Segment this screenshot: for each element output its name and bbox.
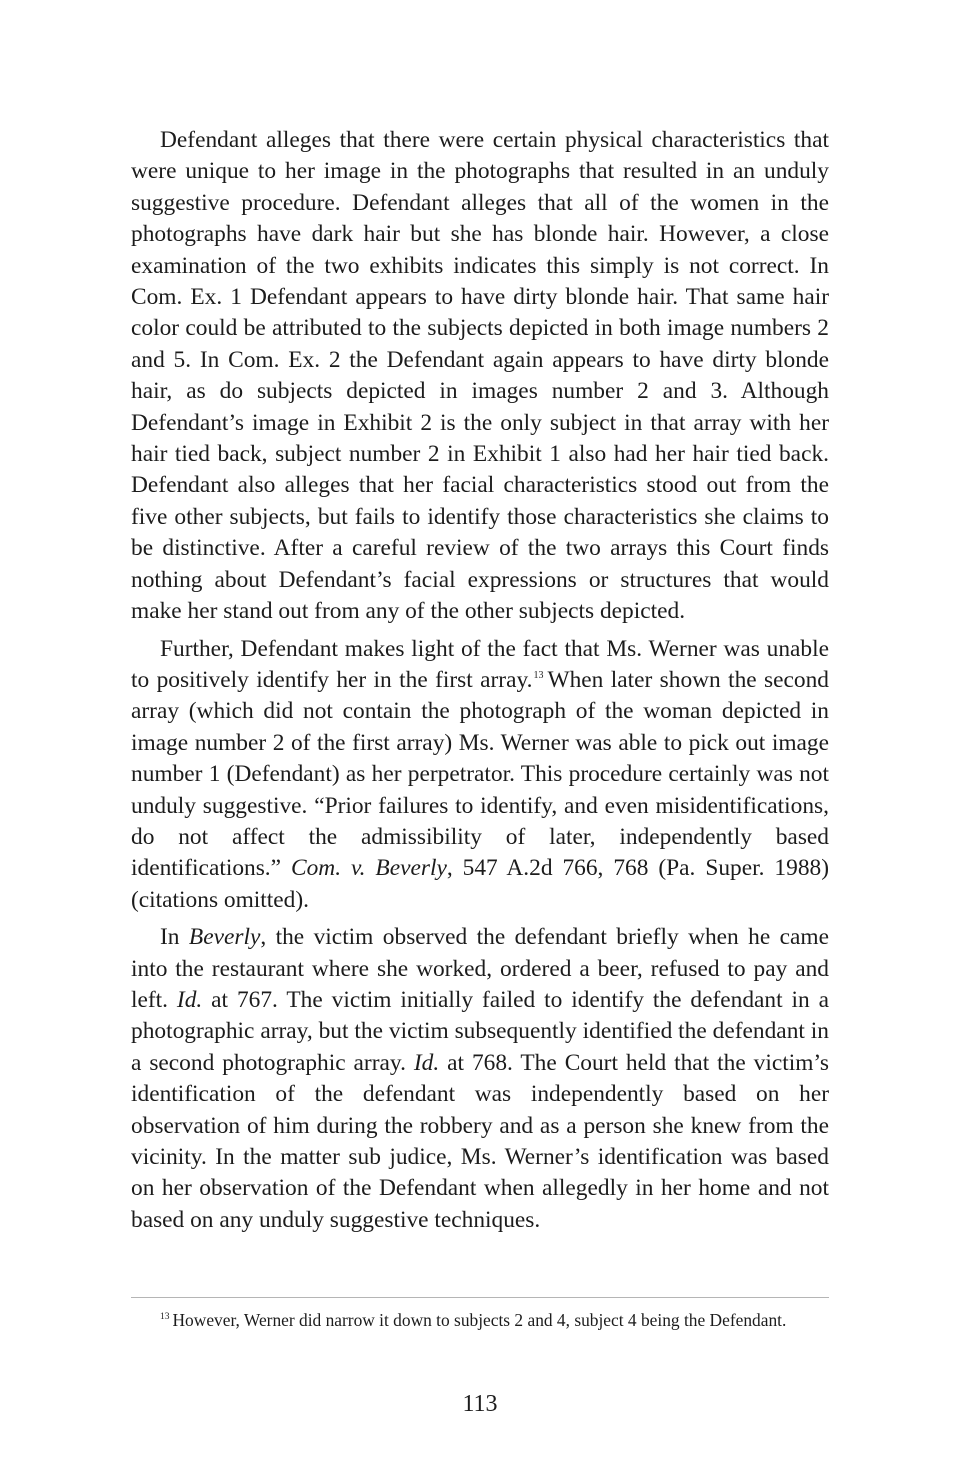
footnote-text: However, Werner did narrow it down to subjects 2 and 4, subject 4 being the Defendant. bbox=[172, 1310, 787, 1330]
paragraph-3-text-d: at 768. The Court held that the victim’s identification of the defendant was independently based on her observation of him during the robbery and as a person she knew from the vicinity. In the matter sub judice, Ms. Werner’s identification was based on her observation of the Defendant when allegedly in her home and not based on any unduly suggestive techniques. bbox=[131, 1049, 829, 1233]
case-citation-beverly: Beverly bbox=[188, 924, 261, 951]
page-number: 113 bbox=[462, 1391, 498, 1417]
paragraph-3-text-a: In bbox=[160, 924, 189, 951]
paragraph-2-text-c: , 547 A.2d 766, 768 (Pa. Super. 1988) (citations omitted). bbox=[131, 855, 829, 913]
paragraph-3-text-c: at 767. The victim initially failed to identify the defendant in a photographic array, but the victim subsequently identified the defendant in a second photographic array. bbox=[131, 986, 829, 1076]
paragraph-2-text-b: When later shown the second array (which did not contain the photograph of the woman depicted in image number 2 of the first array) Ms. Werner was able to pick out image number 1 (Defendant) as her perpetrator. This procedure certainly was not unduly suggestive. “Prior failures to identify, and even misidentifications, do not affect the admissibility of later, independently based identifications.” bbox=[131, 666, 829, 882]
footnote-divider bbox=[131, 1297, 829, 1298]
id-citation-2: Id. bbox=[413, 1049, 440, 1076]
footnote-reference-13[interactable]: 13 bbox=[533, 669, 544, 681]
footnote-mark: 13 bbox=[160, 1312, 170, 1322]
paragraph-2 bbox=[131, 634, 829, 917]
case-citation-com-v-beverly: Com. v. Beverly bbox=[291, 855, 447, 882]
paragraph-3-text-b: , the victim observed the defendant briefly when he came into the restaurant where she worked, ordered a beer, refused to pay and left. bbox=[131, 924, 829, 1013]
footnote-13 bbox=[131, 1308, 829, 1333]
main-text bbox=[131, 125, 829, 1242]
paragraph-1: Defendant alleges that there were certain physical characteristics that were unique to her image in the photographs that resulted in an unduly suggestive procedure. Defendant alleges that all of the women in the photographs have dark hair but she has blonde hair. However, a close examination of the two exhibits indicates this simply is not correct. In Com. Ex. 1 Defendant appears to have dirty blonde hair. That same hair color could be attributed to the subjects depicted in both image numbers 2 and 5. In Com. Ex. 2 the Defendant again appears to have dirty blonde hair, as do subjects depicted in images number 2 and 3. Although Defendant’s image in Exhibit 2 is the only subject in that array with her hair tied back, subject number 2 in Exhibit 1 also had her hair tied back. Defendant also alleges that her facial characteristics stood out from the five other subjects, but fails to identify those characteristics she claims to be distinctive. After a careful review of the two arrays this Court finds nothing about Defendant’s facial expressions or structures that would make her stand out from any of the other subjects depicted. bbox=[131, 127, 829, 625]
paragraph-3 bbox=[131, 922, 829, 1236]
id-citation-1: Id. bbox=[176, 986, 203, 1013]
paragraph-2-text-a: Further, Defendant makes light of the fact that Ms. Werner was unable to positively identify her in the first array. bbox=[131, 635, 829, 693]
